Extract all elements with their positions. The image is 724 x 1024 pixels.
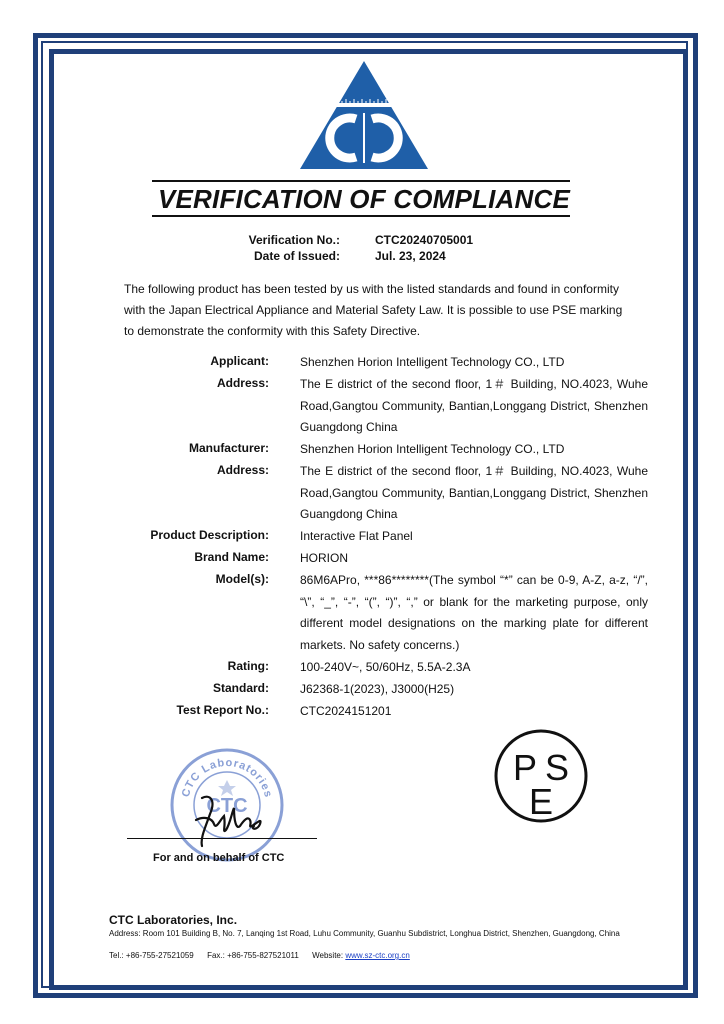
applicant-label: Applicant: — [210, 354, 269, 368]
svg-text:E: E — [528, 781, 554, 822]
product-description-value: Interactive Flat Panel — [300, 529, 413, 543]
svg-text:CTC: CTC — [206, 795, 248, 817]
footer-website-label: Website: — [312, 951, 344, 960]
product-description-label: Product Description: — [150, 528, 269, 542]
footer-website-link[interactable]: www.sz-ctc.org.cn — [345, 951, 410, 960]
verification-no-label: Verification No.: — [248, 233, 340, 247]
rating-label: Rating: — [227, 659, 269, 673]
ctc-triangle-logo-icon — [298, 59, 430, 171]
test-report-label: Test Report No.: — [176, 703, 269, 717]
svg-text:S: S — [544, 747, 570, 788]
svg-text:P: P — [512, 747, 538, 788]
pse-mark-icon — [493, 728, 589, 824]
standard-value: J62368-1(2023), J3000(H25) — [300, 682, 455, 696]
svg-text:CTC Laboratories: CTC Laboratories — [179, 756, 275, 800]
manufacturer-label: Manufacturer: — [188, 441, 269, 455]
manufacturer-address-label: Address: — [216, 463, 269, 477]
title-rule-bottom — [152, 215, 570, 217]
applicant-address-label: Address: — [216, 376, 269, 390]
footer-address: Address: Room 101 Building B, No. 7, Lanqing 1st Road, Luhu Community, Guanhu Subdistrict, Longhua District, Shenzhen, Guangdong, China — [109, 929, 620, 938]
footer-contact — [109, 951, 410, 960]
manufacturer-address-value: The E district of the second floor, 1＃ Building, NO.4023, Wuhe Road,Gangtou Community, Bantian,Longgang District, Shenzhen Guangdong China — [300, 464, 648, 521]
footer-company-name: CTC Laboratories, Inc. — [109, 913, 238, 927]
signature — [190, 790, 280, 850]
date-issued-value: Jul. 23, 2024 — [375, 249, 446, 263]
manufacturer-value: Shenzhen Horion Intelligent Technology CO., LTD — [300, 442, 565, 456]
models-value: 86M6APro, ***86********(The symbol “*” can be 0-9, A-Z, a-z, “/”, “\”, “_”, “-”, “(”, “)”, “,” or blank for the marketing purpose, only different model designations on the marking plate for different markets. No safety concerns.) — [300, 573, 648, 652]
signature-caption: For and on behalf of CTC — [153, 852, 285, 864]
verification-no-value: CTC20240705001 — [375, 233, 474, 247]
intro-paragraph: The following product has been tested by us with the listed standards and found in conformity with the Japan Electrical Appliance and Material Safety Law. It is possible to use PSE marking to demonstrate the conformity with this Safety Directive. — [124, 282, 623, 338]
brand-name-label: Brand Name: — [194, 550, 269, 564]
standard-label: Standard: — [212, 681, 269, 695]
date-issued-label: Date of Issued: — [253, 249, 340, 263]
models-label: Model(s): — [215, 572, 269, 586]
applicant-value: Shenzhen Horion Intelligent Technology CO., LTD — [300, 355, 565, 369]
page-title: VERIFICATION OF COMPLIANCE — [157, 184, 571, 214]
footer-tel: Tel.: +86-755-27521059 — [109, 951, 194, 960]
test-report-value: CTC2024151201 — [300, 704, 392, 718]
signature-line — [127, 838, 317, 839]
brand-name-value: HORION — [300, 551, 348, 565]
title-rule-top — [152, 180, 570, 182]
rating-value: 100-240V~, 50/60Hz, 5.5A-2.3A — [300, 660, 471, 674]
applicant-address-value: The E district of the second floor, 1＃ Building, NO.4023, Wuhe Road,Gangtou Community, Bantian,Longgang District, Shenzhen Guangdong China — [300, 377, 648, 434]
footer-fax: Fax.: +86-755-827521011 — [207, 951, 299, 960]
